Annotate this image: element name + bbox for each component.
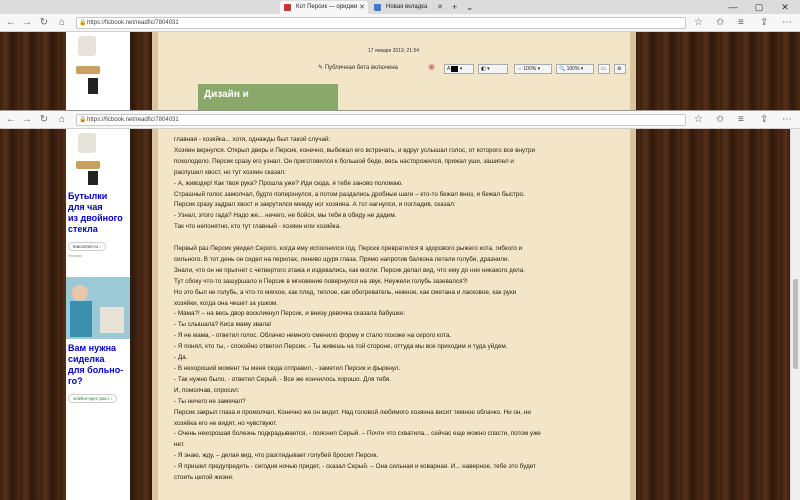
- bottle-image: [78, 133, 96, 153]
- beta-status[interactable]: ✎ Публичная бета включена: [318, 65, 398, 71]
- publish-date: 17 января 2019, 21:54: [368, 48, 420, 54]
- background-button[interactable]: ◧ ▾: [478, 64, 508, 74]
- tab-kot-persik[interactable]: [280, 1, 368, 14]
- story-line: Тут сбоку что-то зашуршало и Персик в мгновение повернулся на звук. Неужели голубь зазевался?!: [174, 277, 468, 285]
- ads-column: [66, 129, 130, 500]
- maximize-icon[interactable]: ▢: [754, 2, 764, 12]
- nav-bar: [0, 111, 800, 129]
- story-line: - А, живодер! Как твоя рука? Прошла уже? Иди сюда, я тебе заново поломаю.: [174, 179, 403, 187]
- story-text: [152, 129, 636, 500]
- story-line: - Да.: [174, 354, 188, 362]
- story-line: нет.: [174, 441, 185, 449]
- scrollbar-thumb[interactable]: [793, 279, 798, 369]
- hub-icon[interactable]: ≡: [738, 17, 744, 28]
- tab-menu-chevron-icon[interactable]: ⌄: [466, 2, 474, 12]
- story-line: - Ты слышала? Киса маму звала!: [174, 321, 272, 329]
- lock-icon: 🔒: [79, 20, 87, 26]
- browser-window-front: [0, 110, 800, 500]
- color-swatch: [451, 66, 458, 72]
- story-line: - Так нужно было, - ответил Серый. - Все же кончилось хорошо. Для тебя.: [174, 375, 392, 383]
- patient-image: [100, 307, 124, 333]
- beta-toggle-icon[interactable]: ◉: [428, 62, 435, 71]
- story-line: - Ты ничего не замечал?: [174, 397, 246, 405]
- story-line: Но это был не голубь, а что-то мягкое, как плед, теплое, как обогреватель, нежное, как сметана и ласковое, как руки: [174, 288, 517, 296]
- address-bar[interactable]: [76, 17, 686, 29]
- lock-icon: 🔒: [79, 117, 87, 123]
- ad-image-nurse[interactable]: [66, 277, 130, 339]
- story-line: стоить целой жизни.: [174, 474, 234, 482]
- close-window-icon[interactable]: ✕: [781, 2, 789, 12]
- forward-icon[interactable]: →: [22, 114, 32, 125]
- new-tab-favicon-icon: [374, 4, 381, 11]
- ad-nurse-site[interactable]: sidelka-spec-pair.r ›: [68, 394, 117, 403]
- story-line: похолодело. Персик сразу его узнал. Он приготовился к большой беде, весь насторожился, прижал уши, зашипел и: [174, 157, 514, 165]
- nurse-face-image: [72, 285, 88, 301]
- bottle-cap-image: [88, 78, 98, 94]
- address-bar[interactable]: [76, 114, 686, 126]
- minimize-icon[interactable]: —: [728, 2, 738, 12]
- forward-icon[interactable]: →: [22, 17, 32, 28]
- ad-label: Реклама: [68, 254, 83, 258]
- bottle-cap-image: [88, 171, 98, 185]
- story-line: Первый раз Персик увидел Серого, когда ему исполнился год. Персик превратился в здорового рыжего кота, гибкого и: [174, 245, 523, 253]
- settings-button[interactable]: ⚙: [614, 64, 626, 74]
- more-icon[interactable]: ⋯: [782, 114, 792, 125]
- home-icon[interactable]: ⌂: [58, 114, 66, 125]
- story-line: И, помолчав, спросил:: [174, 386, 240, 394]
- tab-bar: [0, 0, 800, 14]
- story-line: распушил хвост, но тут хозяин сказал:: [174, 168, 286, 176]
- story-line: Знали, что он не прыгнет с четвертого этажа и издевались, как могли. Персик делал вид, что ему до них никакого дела.: [174, 266, 525, 274]
- story-line: - Я понял, кто ты, - спокойно ответил Персик. - Ты живешь на той стороне, оттуда мы все приходим и туда уйдем.: [174, 343, 508, 351]
- refresh-icon[interactable]: ↻: [39, 17, 49, 28]
- favorites-icon[interactable]: ✩: [716, 17, 725, 28]
- story-line: хозяйка его не видят, но чувствуют.: [174, 419, 278, 427]
- close-tab-icon[interactable]: ✕: [437, 4, 443, 11]
- reading-view-icon[interactable]: ☆: [694, 114, 703, 125]
- reading-view-icon[interactable]: ☆: [694, 17, 703, 28]
- bottle-image: [78, 36, 96, 56]
- ad-image-top[interactable]: [66, 32, 130, 110]
- hand-image: [76, 66, 100, 74]
- ad-image-bottles[interactable]: [66, 129, 130, 187]
- back-icon[interactable]: ←: [6, 114, 16, 125]
- story-line: хозяйки, когда она чешет за ушком.: [174, 299, 279, 307]
- story-line: - Очень нехорошая болезнь подкрадывается, - пояснил Серый. – Почти что схватила... сейчас еще можно спасти, потом уже: [174, 430, 541, 438]
- story-line: Страшный голос замолчал, будто поперхнулся, а потом раздались дробные шаги – кто-то бежал вниз, и бежал быстро.: [174, 190, 525, 198]
- font-color-button[interactable]: A ▾: [444, 64, 474, 74]
- hub-icon[interactable]: ≡: [738, 114, 744, 125]
- ficbook-favicon-icon: [284, 4, 291, 11]
- nav-bar: [0, 14, 800, 32]
- story-line: - Я не мама, - ответил голос. Облачко немного сменило форму и стало похоже на серого кота.: [174, 332, 452, 340]
- story-line: - Я пришел предупредить - сегодня ночью придет, - сказал Серый. – Она сильная и коварная. И... наверное, тебе это будет: [174, 463, 536, 471]
- ad-nurse-title[interactable]: Вам нужна сиделка для больно- го?: [68, 343, 124, 386]
- text-zoom-button[interactable]: 🔍 100% ▾: [556, 64, 594, 74]
- ad-bottles-title[interactable]: Бутылки для чая из двойного стекла: [68, 191, 123, 234]
- width-zoom-button[interactable]: ⇔ 100% ▾: [514, 64, 552, 74]
- ad-nurse[interactable]: [68, 343, 128, 405]
- tab-new-tab[interactable]: [370, 1, 446, 14]
- new-tab-plus-icon[interactable]: +: [452, 2, 458, 12]
- hand-image: [76, 161, 100, 169]
- story-line: - Узнал, этого гада? Надо же... ничего, не бойся, мы тебя в обиду не дадим.: [174, 212, 397, 220]
- ad-bottles-site[interactable]: teaconner.ru ›: [68, 242, 106, 251]
- share-icon[interactable]: ⇪: [760, 114, 769, 125]
- pencil-icon: ✎: [318, 65, 325, 71]
- story-line: Персик закрыл глаза и промолчал. Конечно же он видит. Над головой любимого хозяина висит темное облачко. Ни он, ни: [174, 408, 531, 416]
- story-line: - Мама?! – на весь двор воскликнул Персик, и внизу девочка сказала бабушке:: [174, 310, 406, 318]
- favorites-icon[interactable]: ✩: [716, 114, 725, 125]
- nurse-uniform-image: [70, 301, 92, 337]
- story-line: главная - хозяйка... хотя, однажды был такой случай:: [174, 136, 331, 143]
- story-line: сильного. В тот день он сидел на перилах, лениво щуря глаза. Прямо напротив балкона летали голуби, дразнили.: [174, 255, 510, 263]
- browser-window-back: [0, 0, 800, 110]
- story-line: Так что непонятно, кто тут главный - хозяин или хозяйка.: [174, 223, 341, 231]
- url-text: https://ficbook.net/readfic/7804031: [87, 117, 179, 123]
- scrollbar[interactable]: [790, 129, 800, 500]
- tab-label: Кот Персик — ориджи: [296, 4, 358, 10]
- more-icon[interactable]: ⋯: [782, 17, 792, 28]
- story-line: Персик сразу задрал хвост и закрутился между ног хозяина. А тот нагнулся, и погладив, сказал:: [174, 201, 456, 209]
- story-line: - Я знаю, жду, – делая вид, что разглядывает голубей бросил Персик.: [174, 452, 379, 460]
- share-icon[interactable]: ⇪: [760, 17, 769, 28]
- design-banner[interactable]: Дизайн и: [198, 84, 338, 110]
- back-icon[interactable]: ←: [6, 17, 16, 28]
- paragraph-gap: [174, 233, 630, 244]
- refresh-icon[interactable]: ↻: [39, 114, 49, 125]
- night-mode-button[interactable]: ▭: [598, 64, 610, 74]
- url-text: https://ficbook.net/readfic/7804031: [87, 20, 179, 26]
- home-icon[interactable]: ⌂: [58, 17, 66, 28]
- story-line: - В нехороший момент ты меня сюда отправил, - заметил Персик и фыркнул.: [174, 365, 401, 373]
- close-tab-icon[interactable]: ✕: [359, 4, 365, 11]
- story-line: Хозяин вернулся. Открыл дверь и Персик, конечно, выбежал его встречать, и вдруг услышал голос, от которого все внутри: [174, 146, 536, 154]
- tab-label: Новая вкладка: [386, 4, 428, 10]
- ad-bottles[interactable]: [68, 191, 128, 258]
